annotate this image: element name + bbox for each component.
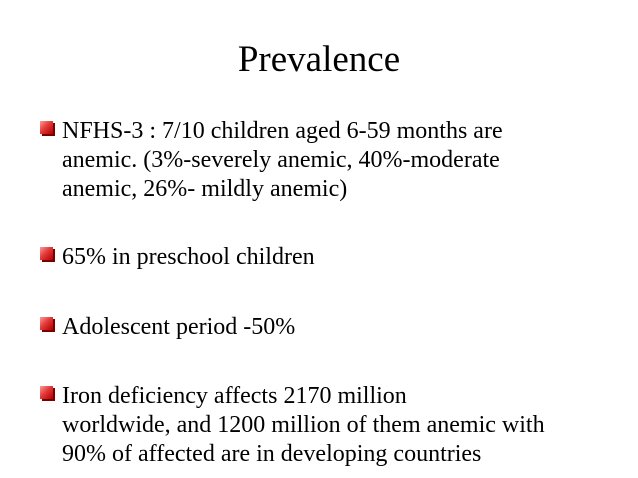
slide-title: Prevalence <box>237 39 401 80</box>
bullet-item-iron-deficiency <box>40 382 610 472</box>
bullet-line: 65% in preschool children <box>62 244 315 270</box>
bullet-line: Adolescent period -50% <box>62 314 296 340</box>
bullet-text <box>62 382 610 469</box>
bullet-item-nfhs3 <box>40 117 610 207</box>
bullet-text <box>62 313 610 342</box>
bullet-item-preschool <box>40 243 610 273</box>
bullet-line: anemic. (3%-severely anemic, 40%-moderate <box>62 147 500 173</box>
square-bullet-icon <box>40 386 53 399</box>
bullet-line: NFHS-3 : 7/10 children aged 6-59 months are <box>62 118 503 144</box>
bullet-text <box>62 117 610 204</box>
bullet-item-adolescent <box>40 313 610 343</box>
square-bullet-icon <box>40 121 53 134</box>
square-bullet-icon <box>40 317 53 330</box>
bullet-line: 90% of affected are in developing countries <box>62 441 482 467</box>
bullet-line: worldwide, and 1200 million of them anemic with <box>62 412 545 438</box>
bullet-text <box>62 243 610 272</box>
square-bullet-icon <box>40 247 53 260</box>
bullet-line: Iron deficiency affects 2170 million <box>62 383 407 409</box>
bullet-line: anemic, 26%- mildly anemic) <box>62 176 348 202</box>
